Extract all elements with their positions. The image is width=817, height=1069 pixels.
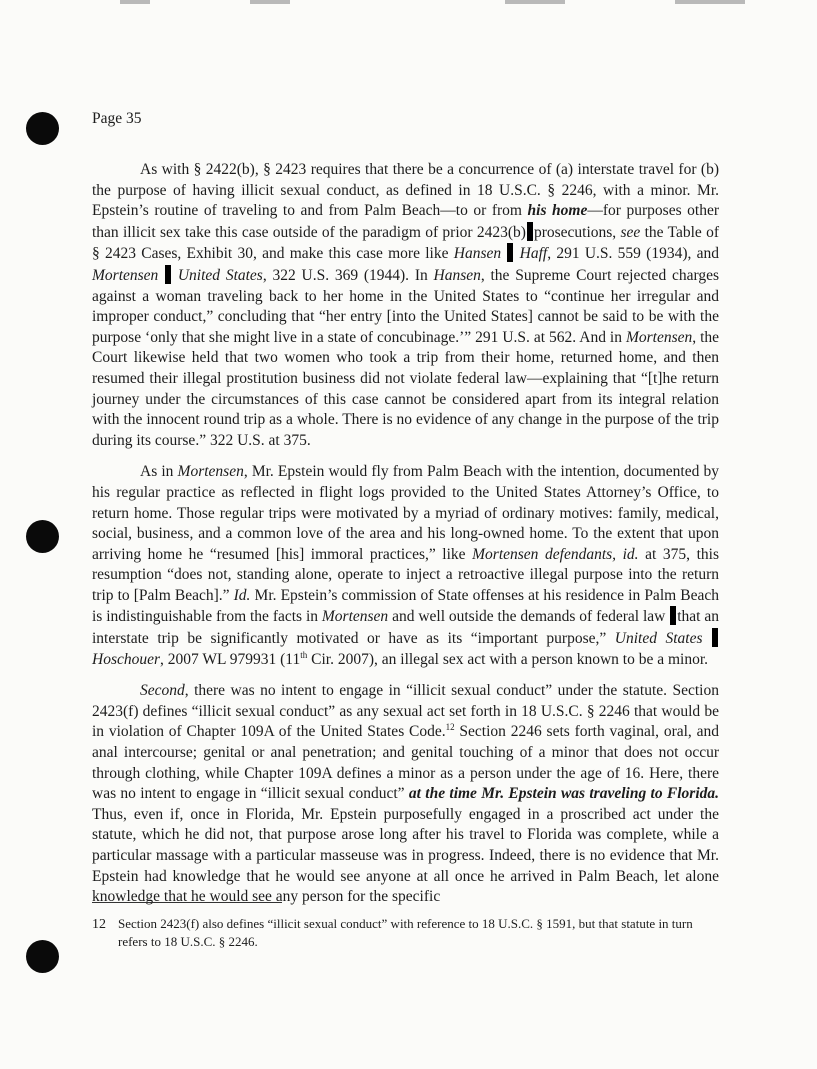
redaction-bar xyxy=(507,243,513,262)
paragraph-1: As with § 2422(b), § 2423 requires that there be a concurrence of (a) interstate travel for (b) the purpose of having illicit sexual conduct, as defined in 18 U.S.C. § 2246, with a minor. Mr. Epstein’s routine of traveling to and from Palm Beach—to or from his home—for purposes other than illicit sex take this case outside of the paradigm of prior 2423(b) prosecutions, see the Table of § 2423 Cases, Exhibit 30, and make this case more like Hansen Haff, 291 U.S. 559 (1934), and Mortensen United States, 322 U.S. 369 (1944). In Hansen, the Supreme Court rejected charges against a woman traveling back to her home in the United States to “continue her irregular and improper conduct,” concluding that “her entry [into the United States] cannot be said to be with the purpose ‘only that she might live in a state of concubinage.’” 291 U.S. at 562. And in Mortensen, the Court likewise held that two women who took a trip from their home, returned home, and then resumed their illegal prostitution business did not violate federal law—explaining that “[t]he return journey under the circumstances of this case cannot be considered apart from its integral relation with the innocent round trip as a whole. There is no evidence of any change in the purpose of the trip during its course.” 322 U.S. at 375. xyxy=(92,161,720,449)
punch-hole-middle xyxy=(26,520,59,553)
redaction-bar xyxy=(712,628,718,647)
redaction-bar xyxy=(165,265,171,284)
punch-hole-top xyxy=(26,112,59,145)
redaction-bar xyxy=(527,222,533,241)
scan-top-edge xyxy=(0,0,817,6)
redaction-bar xyxy=(670,606,676,625)
footnote-text: Section 2423(f) also defines “illicit sexual conduct” with reference to 18 U.S.C. § 1591, but that statute in turn refers to 18 U.S.C. § 2246. xyxy=(118,916,693,949)
document-body xyxy=(92,160,719,919)
paragraph-2: As in Mortensen, Mr. Epstein would fly from Palm Beach with the intention, documented by his regular practice as reflected in flight logs provided to the United States Attorney’s Office, to return home. Those regular trips were motivated by a myriad of ordinary motives: family, medical, social, business, and a common love of the area and his long-owned home. To the extent that upon arriving home he “resumed [his] immoral practices,” like Mortensen defendants, id. at 375, this resumption “does not, standing alone, operate to inject a retroactive illegal purpose into the return trip to [Palm Beach].” Id. Mr. Epstein’s commission of State offenses at his residence in Palm Beach is indistinguishable from the facts in Mortensen and well outside the demands of federal law that an interstate trip be significantly motivated or have as its “important purpose,” United States Hoschouer, 2007 WL 979931 (11th Cir. 2007), an illegal sex act with a person known to be a minor. xyxy=(92,463,719,668)
paragraph-3: Second, there was no intent to engage in “illicit sexual conduct” under the statute. Section 2423(f) defines “illicit sexual conduct” as any sexual act set forth in 18 U.S.C. § 2246 that would be in violation of Chapter 109A of the United States Code.$^{12}$ Section 2246 sets forth vaginal, oral, and anal intercourse; genital or anal penetration; and genital touching of a minor that does not occur through clothing, while Chapter 109A defines a minor as a person under the age of 16. Here, there was no intent to engage in “illicit sexual conduct” at the time Mr. Epstein was traveling to Florida. Thus, even if, once in Florida, Mr. Epstein purposefully engaged in a proscribed act under the statute, which he did not, that purpose arose long after his travel to Florida was complete, while a particular massage with a particular masseuse was in progress. Indeed, there is no evidence that Mr. Epstein had knowledge that he would see anyone at all once he arrived in Palm Beach, let alone knowledge that he would see any person for the specific xyxy=(92,682,719,906)
footnote-reference: 12 xyxy=(445,722,455,733)
footnote xyxy=(92,915,719,950)
page-number: Page 35 xyxy=(92,110,142,127)
footnote-number: 12 xyxy=(92,917,106,932)
footnote-divider xyxy=(92,902,282,903)
punch-hole-bottom xyxy=(26,940,59,973)
